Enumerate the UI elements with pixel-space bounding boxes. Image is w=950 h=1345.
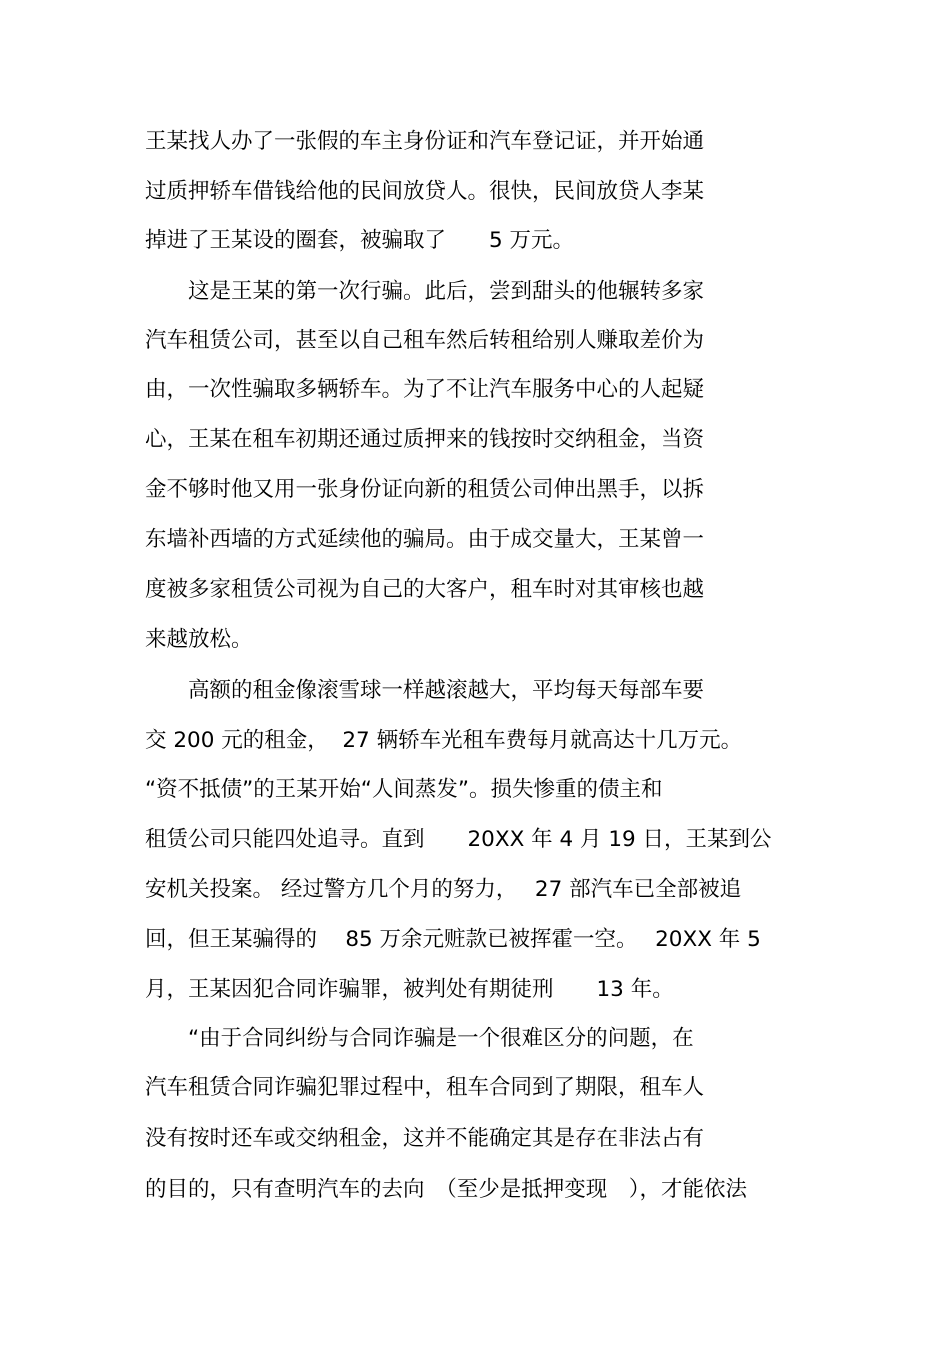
text-line: 的目的，只有查明汽车的去向 （至少是抵押变现 ），才能依法 — [145, 1177, 748, 1202]
text-line: 汽车租赁公司，甚至以自己租车然后转租给别人赚取差价为 — [145, 328, 705, 353]
text-line: “资不抵债”的王某开始“人间蒸发”。损失惨重的债主和 — [145, 777, 663, 802]
text-line: 金不够时他又用一张身份证向新的租赁公司伸出黑手，以拆 — [145, 477, 705, 502]
text-line: 过质押轿车借钱给他的民间放贷人。很快，民间放贷人李某 — [145, 179, 705, 204]
text-line: 这是王某的第一次行骗。此后，尝到甜头的他辗转多家 — [145, 279, 705, 304]
text-line: “由于合同纠纷与合同诈骗是一个很难区分的问题，在 — [145, 1026, 694, 1051]
text-line: 度被多家租赁公司视为自己的大客户，租车时对其审核也越 — [145, 577, 705, 602]
text-line: 租赁公司只能四处追寻。直到 20XX 年 4 月 19 日，王某到公 — [145, 827, 772, 852]
text-line: 东墙补西墙的方式延续他的骗局。由于成交量大，王某曾一 — [145, 527, 705, 552]
text-line: 掉进了王某设的圈套，被骗取了 5 万元。 — [145, 228, 575, 253]
text-line: 交 200 元的租金， 27 辆轿车光租车费每月就高达十几万元。 — [145, 728, 743, 753]
text-line: 来越放松。 — [145, 627, 253, 652]
text-line: 回，但王某骗得的 85 万余元赃款已被挥霍一空。 20XX 年 5 — [145, 927, 761, 952]
text-line: 月，王某因犯合同诈骗罪，被判处有期徒刑 13 年。 — [145, 977, 674, 1002]
text-line: 高额的租金像滚雪球一样越滚越大，平均每天每部车要 — [145, 678, 705, 703]
text-line: 王某找人办了一张假的车主身份证和汽车登记证，并开始通 — [145, 129, 705, 154]
text-line: 由，一次性骗取多辆轿车。为了不让汽车服务中心的人起疑 — [145, 377, 705, 402]
text-line: 安机关投案。 经过警方几个月的努力， 27 部汽车已全部被追 — [145, 877, 742, 902]
text-line: 汽车租赁合同诈骗犯罪过程中，租车合同到了期限，租车人 — [145, 1075, 705, 1100]
text-line: 没有按时还车或交纳租金，这并不能确定其是存在非法占有 — [145, 1126, 705, 1151]
text-line: 心，王某在租车初期还通过质押来的钱按时交纳租金，当资 — [145, 427, 705, 452]
